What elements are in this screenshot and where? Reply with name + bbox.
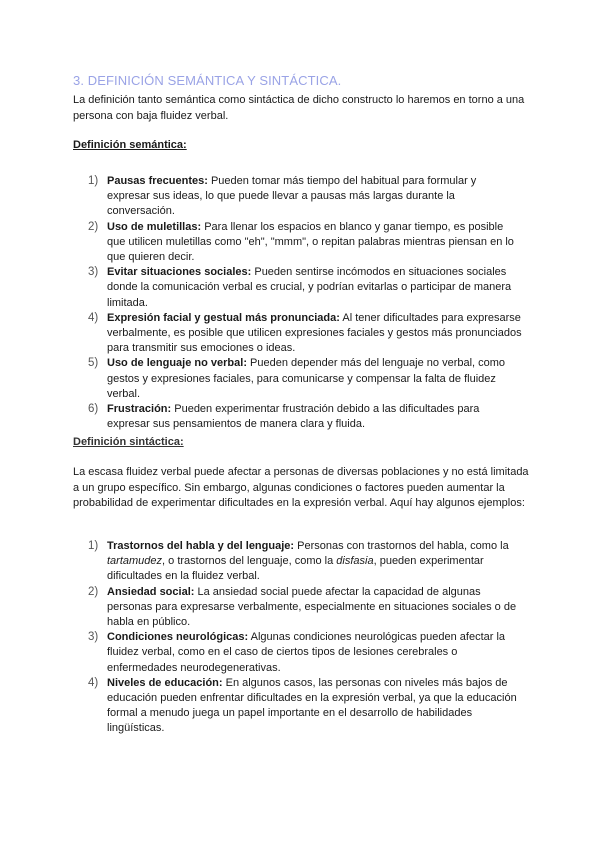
list-item bbox=[0, 402, 522, 432]
list-term: Ansiedad social: bbox=[107, 585, 195, 598]
list-item bbox=[0, 585, 522, 631]
semantic-heading: Definición semántica: bbox=[73, 139, 187, 151]
list-text: , pueden experimentar dificultades en la fluidez verbal. bbox=[107, 555, 484, 583]
list-text: Pueden experimentar frustración debido a las dificultades para expresar sus pensamientos de manera clara y fluida. bbox=[107, 403, 480, 431]
list-term: Uso de lenguaje no verbal: bbox=[107, 357, 247, 370]
list-text: Pueden sentirse incómodos en situaciones sociales donde la comunicación verbal es crucial, y podrían evitarlas o participar de manera limitada. bbox=[107, 266, 512, 309]
list-term: Condiciones neurológicas: bbox=[107, 631, 249, 644]
section-title: 3. DEFINICIÓN SEMÁNTICA Y SINTÁCTICA. bbox=[73, 73, 342, 88]
list-number: 4) bbox=[88, 676, 99, 689]
list-text: Pueden depender más del lenguaje no verbal, como gestos y expresiones faciales, para comunicarse y compensar la falta de fluidez verbal. bbox=[107, 357, 506, 400]
list-term: Niveles de educación: bbox=[107, 676, 223, 689]
intro-paragraph: La definición tanto semántica como sintáctica de dicho constructo lo haremos en torno a una persona con baja fluidez verbal. bbox=[73, 94, 525, 122]
semantic-list bbox=[0, 174, 600, 432]
syntactic-heading: Definición sintáctica: bbox=[73, 436, 184, 448]
list-term: Trastornos del habla y del lenguaje: bbox=[107, 540, 295, 552]
list-term: Expresión facial y gestual más pronunciada: bbox=[107, 311, 340, 324]
list-number: 6) bbox=[88, 403, 99, 416]
list-number: 5) bbox=[88, 357, 99, 370]
list-emphasis: disfasia bbox=[336, 555, 374, 568]
list-text: Pueden tomar más tiempo del habitual para formular y expresar sus ideas, lo que puede llevar a pausas más largas durante la conversación. bbox=[107, 175, 477, 218]
list-item bbox=[0, 356, 522, 402]
list-number: 2) bbox=[88, 220, 99, 233]
list-number: 3) bbox=[88, 266, 99, 279]
list-text: Personas con trastornos del habla, como la bbox=[294, 540, 509, 552]
syntactic-paragraph: La escasa fluidez verbal puede afectar a personas de diversas poblaciones y no está limitada a un grupo específico. Sin embargo, algunas condiciones o factores pueden aumentar la probabilidad de experimentar dificultades en la expresión verbal. Aquí hay algunos ejemplos: bbox=[73, 466, 529, 509]
list-term: Uso de muletillas: bbox=[107, 220, 202, 233]
list-number: 3) bbox=[88, 631, 99, 644]
syntactic-list bbox=[0, 539, 600, 737]
list-term: Frustración: bbox=[107, 403, 172, 416]
list-number: 1) bbox=[88, 175, 99, 187]
list-text: Algunas condiciones neurológicas pueden afectar la fluidez verbal, como en el caso de ciertos tipos de lesiones cerebrales o enfermedades neurodegenerativas. bbox=[107, 631, 506, 674]
list-term: Evitar situaciones sociales: bbox=[107, 266, 252, 279]
list-item bbox=[0, 630, 522, 676]
list-number: 1) bbox=[88, 540, 99, 552]
list-item bbox=[0, 311, 522, 357]
list-text: La ansiedad social puede afectar la capacidad de algunas personas para expresarse verbalmente, especialmente en situaciones sociales o de habla en público. bbox=[107, 585, 517, 629]
list-item bbox=[0, 265, 522, 311]
list-emphasis: tartamudez bbox=[107, 555, 163, 568]
list-text: , o trastornos del lenguaje, como la bbox=[162, 555, 337, 568]
list-number: 4) bbox=[88, 311, 99, 324]
list-item bbox=[0, 676, 522, 737]
list-text: Al tener dificultades para expresarse verbalmente, es posible que utilicen expresiones faciales y gestos más pronunciados para transmitir sus emociones o ideas. bbox=[107, 311, 522, 355]
list-text: Para llenar los espacios en blanco y ganar tiempo, es posible que utilicen muletillas como "eh", "mmm", o repitan palabras mientras piensan en lo que quieren decir. bbox=[107, 220, 514, 264]
list-item bbox=[0, 539, 522, 585]
list-item bbox=[0, 220, 522, 266]
list-text: En algunos casos, las personas con niveles más bajos de educación pueden enfrentar dificultades en la expresión verbal, ya que la educación formal a menudo juega un papel importante en el desarrollo de habilidades lingüísticas. bbox=[107, 676, 517, 735]
list-term: Pausas frecuentes: bbox=[107, 175, 208, 187]
list-number: 2) bbox=[88, 585, 99, 598]
list-item bbox=[0, 174, 522, 220]
